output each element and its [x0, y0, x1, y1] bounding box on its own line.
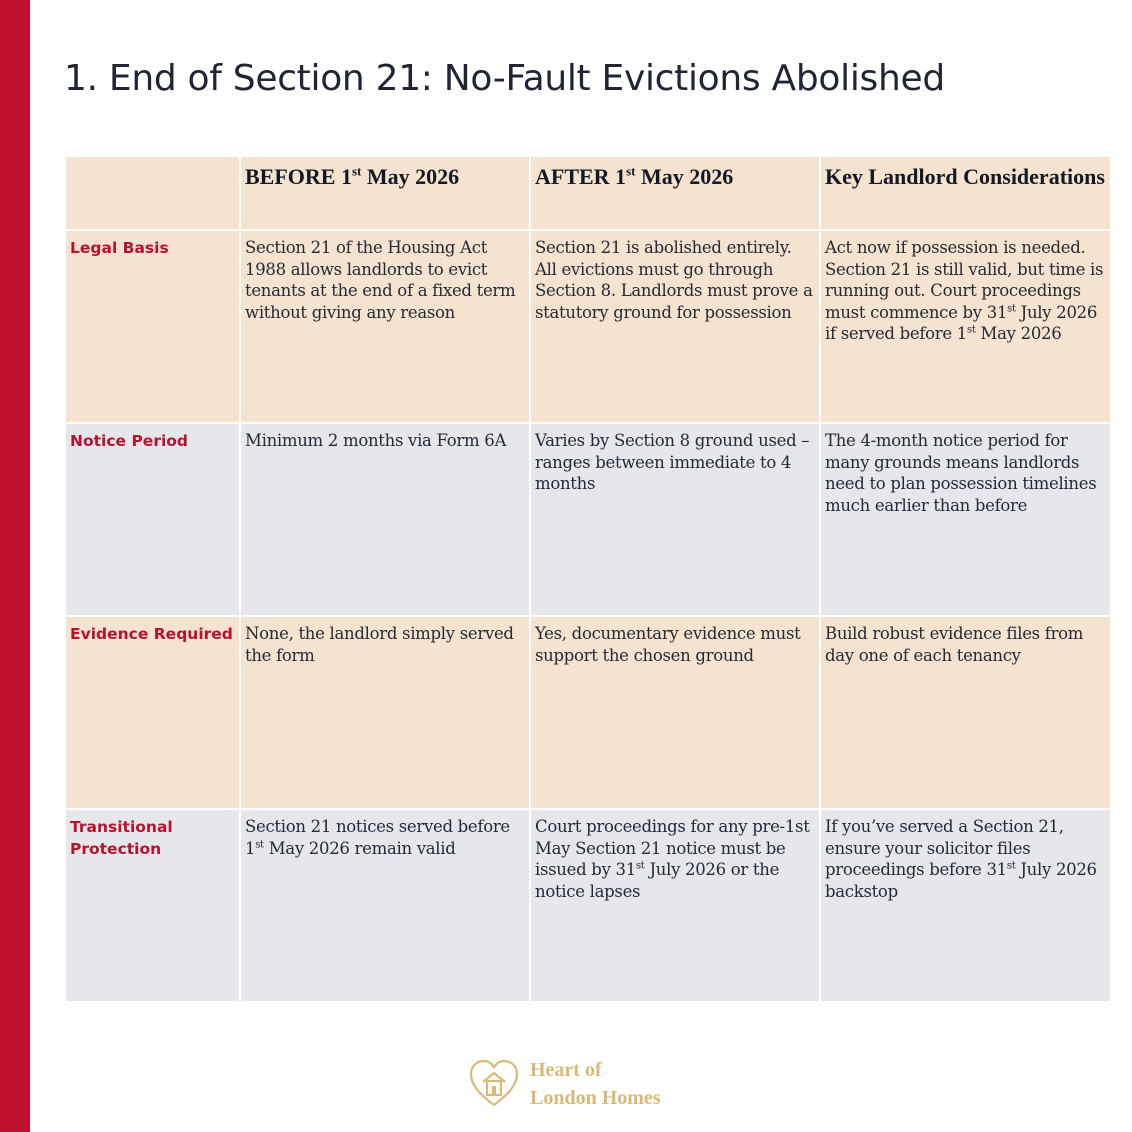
cell-after: Court proceedings for any pre-1st May Section 21 notice must be issued by 31st July 2026 or the notice lapses [530, 809, 820, 1002]
brand-name [530, 1056, 661, 1112]
cell-key-considerations: Build robust evidence files from day one of each tenancy [820, 616, 1111, 809]
row-label-notice-period: Notice Period [65, 423, 240, 616]
cell-before: Minimum 2 months via Form 6A [240, 423, 530, 616]
row-label-legal-basis: Legal Basis [65, 230, 240, 423]
table-row [65, 616, 1111, 809]
table-row [65, 423, 1111, 616]
cell-before: Section 21 of the Housing Act 1988 allows landlords to evict tenants at the end of a fixed term without giving any reason [240, 230, 530, 423]
brand-name-line1: Heart of [530, 1059, 602, 1081]
cell-after: Varies by Section 8 ground used – ranges between immediate to 4 months [530, 423, 820, 616]
table-row [65, 809, 1111, 1002]
accent-side-bar [0, 0, 30, 1132]
cell-key-considerations: The 4-month notice period for many grounds means landlords need to plan possession timelines much earlier than before [820, 423, 1111, 616]
cell-before: None, the landlord simply served the form [240, 616, 530, 809]
header-before: BEFORE 1st May 2026 [240, 156, 530, 230]
header-after: AFTER 1st May 2026 [530, 156, 820, 230]
brand-footer [468, 1056, 728, 1112]
header-key-considerations: Key Landlord Considerations [820, 156, 1111, 230]
cell-before: Section 21 notices served before 1st May 2026 remain valid [240, 809, 530, 1002]
cell-key-considerations: If you’ve served a Section 21, ensure your solicitor files proceedings before 31st July 2026 backstop [820, 809, 1111, 1002]
table-row [65, 230, 1111, 423]
brand-name-line2: London Homes [530, 1087, 661, 1109]
row-label-evidence-required: Evidence Required [65, 616, 240, 809]
header-empty [65, 156, 240, 230]
comparison-table [64, 155, 1112, 1003]
cell-key-considerations: Act now if possession is needed. Section 21 is still valid, but time is running out. Court proceedings must commence by 31st July 2026 if served before 1st May 2026 [820, 230, 1111, 423]
header-row [65, 156, 1111, 230]
row-label-transitional-protection: Transitional Protection [65, 809, 240, 1002]
cell-after: Section 21 is abolished entirely. All evictions must go through Section 8. Landlords must prove a statutory ground for possession [530, 230, 820, 423]
heart-house-icon [468, 1058, 520, 1110]
page-title: 1. End of Section 21: No-Fault Evictions Abolished [64, 58, 945, 99]
cell-after: Yes, documentary evidence must support the chosen ground [530, 616, 820, 809]
